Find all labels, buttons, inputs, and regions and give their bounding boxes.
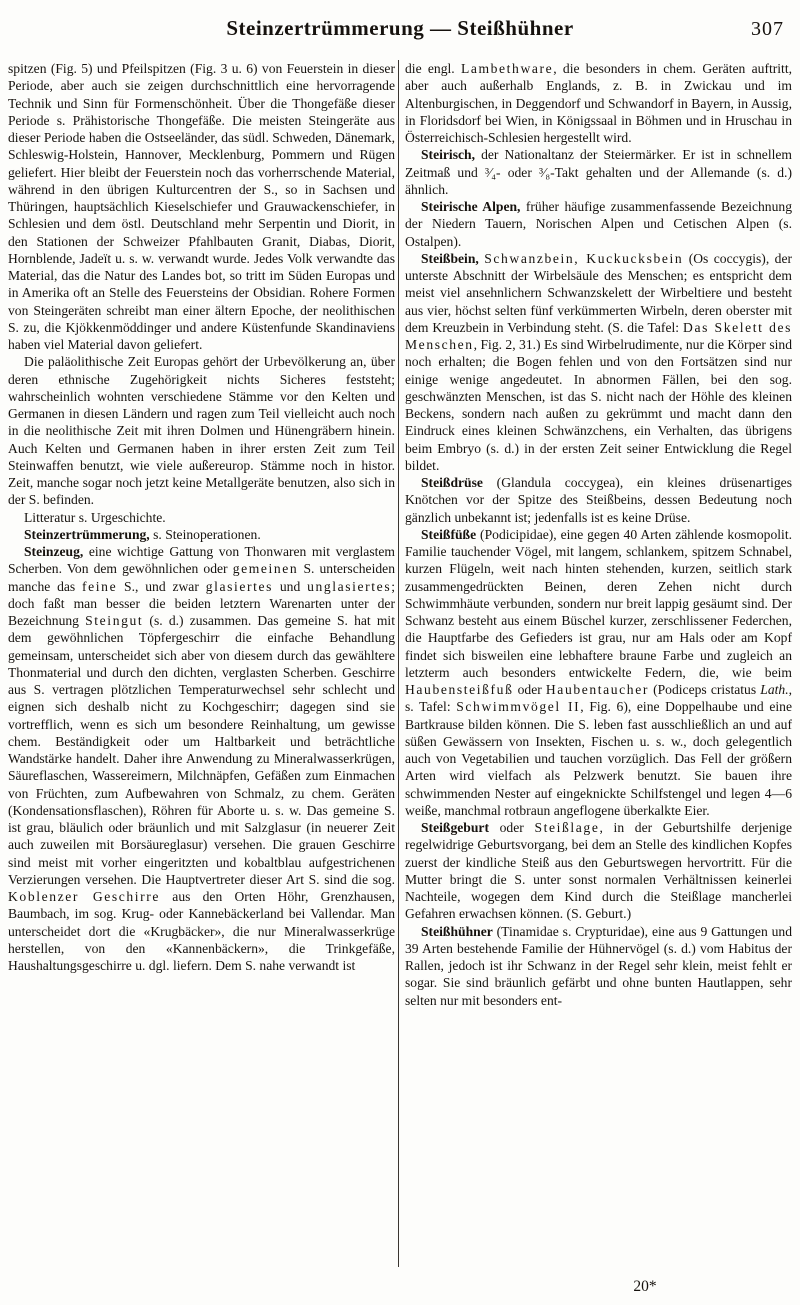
text-segment: , s. Tafel:: [405, 682, 792, 715]
text-segment: und: [273, 578, 308, 594]
text-segment: Die paläolithische Zeit Europas gehört der Urbevölkerung an, über deren ethnische Zugehörigkeit nichts Sicheres feststeht; wahrscheinlich wohnten verschiedene Stämme vor den Kelten und Germanen in diesen Ländern und ragen zum Teil vielleicht auch noch in die neolithische Zeit mit ihren Dolmen und Hünengräbern hinein. Auch Kelten und Germanen haben in ihrer ersten Zeit zum Teil Steinwaffen benutzt, wie viele außereurop. Stämme noch in histor. Zeit, manche sogar noch jetzt keine Metallgeräte benutzen, also sich in der S. befinden.: [8, 354, 395, 508]
text-segment: s. Steinoperationen.: [149, 526, 261, 542]
paragraph: [8, 509, 395, 526]
text-segment: S. unterscheiden manche das: [8, 561, 395, 594]
text-segment: glasiertes: [205, 578, 274, 594]
paragraph: [8, 543, 395, 974]
text-segment: eine wichtige Gattung von Thonwaren mit verglastem Scherben. Von dem gewöhnlichen oder: [8, 544, 395, 577]
text-segment: Lambethware: [460, 61, 554, 76]
text-segment: Schwimmvögel II: [456, 699, 581, 715]
text-segment: oder: [513, 682, 546, 697]
text-segment: (Podiceps cristatus: [648, 682, 761, 697]
text-segment: (Podicipidae), eine gegen 40 Arten zählende kosmopolit. Familie tauchender Vögel, mit langem, schlankem, spitzem Schnabel, kurzen Flügeln, weit nach hinten stehenden, kurzen, seitlich stark zusammengedrückten Beinen, deren Zehen nicht durch Schwimmhäute verbunden, sondern nur breit lappig gesäumt sind. Der Schwanz besteht aus einem Büschel kurzer, zerschlissener Federchen, die Hauptfarbe des Gefieders ist grau, nur am Hals oder am Kopf findet sich bisweilen eine lebhaftere braune Farbe und zugleich an letzterm auch besonders entwickelte Federn, die, wie beim: [405, 526, 792, 680]
text-segment: oder: [488, 820, 535, 835]
paragraph: [405, 60, 792, 146]
text-segment: Das Skelett des Menschen: [405, 319, 792, 352]
paragraph: [405, 250, 792, 474]
text-segment: (s. d.) zusammen. Das gemeine S. hat mit dem gewöhnlichen Töpfergeschirr die einfache Behandlung gemeinsam, unterscheidet sich aber von diesem durch das gewähltere Thonmaterial und durch den dichten, verglasten Scherben. Geschirre aus S. vertragen plötzlichen Temperaturwechsel sehr schlecht und eignen sich deshalb nicht zu Kochgeschirr; dagegen sind sie vortrefflich, wenn es sich um besondere Reinhaltung, um gewisse chem. Beständigkeit oder um Haltbarkeit und beträchtliche Wandstärke handelt. Daher ihre Anwendung zu Mineralwasserkrügen, Säureflaschen, Wassereimern, Milchnäpfen, Gefäßen zum Einmachen von Früchten, zum Aufbewahren von Schmalz, zu chem. Geräten (Kondensationsflaschen), Röhren für Aborte u. s. w. Das gemeine S. ist grau, bläulich oder bräunlich und mit Salzglasur (in neuerer Zeit auch zuweilen mit Borsäureglasur) versehen. Die grauen Geschirre sind meist mit vorher eingeritzten und kobaltblau aufgestrichenen Verzierungen versehen. Die Hauptvertreter dieser Art S. sind die sog.: [8, 613, 395, 887]
entry-headword: Steißgeburt: [421, 820, 489, 835]
text-segment: , Fig. 2, 31.) Es sind Wirbelrudimente, nur die Körper sind noch erhalten; die Bogen fehlen und von den Fortsätzen sind nur einige wenige angedeutet. In abnormen Fällen, bei den sog. geschwänzten Menschen, ist das S. nicht nach der Höhle des kleinen Beckens, sondern nach außen zu gekrümmt und macht dann den Eindruck eines kleinen Schwänzchens, ein Verhalten, das übrigens beim Embryo (s. d.) in der ersten Zeit seiner Entwicklung die Regel bildet.: [405, 337, 792, 473]
signature-mark: 20*: [633, 1278, 657, 1295]
entry-headword: Steißfüße: [421, 526, 477, 542]
paragraph: [8, 353, 395, 508]
paragraph: [405, 819, 792, 923]
paragraph: [405, 146, 792, 198]
text-segment: Haubentaucher: [545, 682, 649, 697]
paragraph: [8, 60, 395, 353]
entry-headword: Steirisch,: [421, 147, 475, 163]
text-segment: S., und zwar: [117, 578, 206, 594]
text-segment: früher häufige zusammenfassende Bezeichnung der Niedern Tauern, Norischen Alpen und Cetischen Alpen (s. Ostalpen).: [405, 199, 792, 249]
text-columns: [8, 60, 792, 1272]
text-segment: (Glandula coccygea), ein kleines drüsenartiges Knötchen vor der Spitze des Steißbeins, dessen Bedeutung noch gänzlich unbekannt ist; jedenfalls ist es keine Drüse.: [405, 475, 792, 525]
entry-headword: Steißbein,: [421, 250, 479, 266]
paragraph: [405, 474, 792, 526]
text-segment: , die besonders in chem. Geräten auftritt, aber auch außerhalb Englands, z. B. in Zwickau und im Altenburgischen, in Deggendorf und Schwandorf in Bayern, in Aussig, in Floridsdorf bei Wien, in Königssaal in Böhmen und in Hruschau in Österreichisch-Schlesien hergestellt wird.: [405, 61, 792, 145]
text-segment: (Tinamidae s. Crypturidae), eine aus 9 Gattungen und 39 Arten bestehende Familie der Hühnervögel (s. d.) vom Habitus der Rallen, jedoch ist ihr Schwanz in der Regel sehr klein, meist fehlt er sogar. Sie sind bräunlich gefärbt und ohne bunten Hautlappen, sehr selten nur mit besonders ent-: [405, 923, 792, 1008]
text-segment: Haubensteißfuß: [405, 682, 514, 697]
text-segment: Litteratur s. Urgeschichte.: [24, 509, 166, 525]
text-segment: , in der Geburtshilfe derjenige regelwidrige Geburtsvorgang, bei dem an Stelle des kindlichen Kopfes zuerst der kindliche Steiß aus den Geburtswegen hervortritt. Für die Mutter bringt die S. unter sonst normalen Verhältnissen keinerlei Nachteile, wogegen dem Kind durch die Steißlage mancherlei Gefahren erwachsen können. (S. Geburt.): [405, 820, 792, 922]
paragraph: [405, 198, 792, 250]
text-segment: Steingut: [85, 613, 144, 628]
entry-headword: Steinzertrümmerung,: [24, 526, 150, 542]
text-segment: Lath.: [760, 682, 789, 697]
column-divider-rule: [398, 60, 399, 1267]
paragraph: [405, 526, 792, 819]
paragraph: [405, 923, 792, 1009]
text-segment: feine: [82, 578, 118, 594]
running-head: Steinzertrümmerung — Steißhühner: [226, 16, 574, 40]
entry-headword: Steirische Alpen,: [421, 199, 521, 214]
text-segment: Schwanzbein, Kuckucksbein: [484, 250, 684, 266]
entry-headword: Steinzeug,: [24, 544, 84, 559]
text-segment: unglasiertes: [307, 578, 392, 594]
text-segment: (Os coccygis), der unterste Abschnitt der Wirbelsäule des Menschen; es entspricht dem meist viel ansehnlichern Schwanzskelett der Wirbeltiere und besteht aus vier, höchst selten fünf verkümmerten Wirbeln, deren oberster mit dem Kreuzbein in Verbindung steht. (S. die Tafel:: [405, 250, 792, 335]
text-segment: Koblenzer Geschirre: [8, 889, 161, 904]
text-segment: Steißlage: [534, 820, 600, 835]
text-segment: , Fig. 6), eine Doppelhaube und eine Bartkrause bilden können. Die S. leben fast ausschließlich an und auf süßen Gewässern von Insekten, Fischen u. s. w., doch gelegentlich auch von Vegetabilien und tauchen vorzüglich. Das Fell der größern Arten wird vielfach als Pelzwerk benutzt. Sie bauen ihre schwimmenden Nester auf eingeknickte Schilfstengel und legen 4—6 weiße, manchmal rotbraun angeflogene überkalkte Eier.: [405, 699, 792, 818]
text-segment: aus den Orten Höhr, Grenzhausen, Baumbach, im sog. Krug- oder Kannebäckerland bei Vallendar. Man unterscheidet dort die «Krugbäcker», die nur Mineralwasserkrüge herstellen, von den «Kannenbäckern», die Trinkgefäße, Haushaltungsgeschirre u. dgl. liefern. Dem S. nahe verwandt ist: [8, 889, 395, 973]
page-number: 307: [751, 18, 784, 40]
left-column: [8, 60, 395, 1272]
paragraph: [8, 526, 395, 543]
text-segment: ; doch faßt man besser die beiden letztern Warenarten unter der Bezeichnung: [8, 578, 395, 628]
entry-headword: Steißhühner: [421, 923, 493, 939]
text-segment: spitzen (Fig. 5) und Pfeilspitzen (Fig. 3 u. 6) von Feuerstein in dieser Periode, aber auch sie zeigen durchschnittlich eine hervorragende Technik und Sinn für Formenschönheit. Über die Thongefäße dieser Periode s. Prähistorische Thongefäße. Die meisten Steingeräte aus dieser Periode haben die Ostseeländer, das südl. Schweden, Dänemark, Schleswig-Holstein, Hannover, Mecklenburg, Pommern und Rügen geliefert. Hier bleibt der Feuerstein noch das vorherrschende Material, während in den übrigen Kulturcentren der S., so in Sachsen und Thüringen, hauptsächlich Kieselschiefer und Grauwackenschiefer, in Schlesien und dem östl. Deutschland mehr Serpentin und Diorit, in den Stationen der Schweizer Pfahlbauten Granit, Diabas, Diorit, Hornblende, Jadeït u. s. w. verwandt wurde. Jedes Volk verwandte das Material, das die Natur des Landes bot, so tritt im Süden Europas und in Amerika oft an Stelle des Feuersteins der Obsidian. Rohere Formen von Steingeräten schreibt man einer ältern Epoche, der neolithischen S. zu, die Kjökkenmöddinger und andere Küstenfunde Skandinaviens haben viel Material davon geliefert.: [8, 61, 395, 352]
text-segment: gemeinen: [232, 561, 299, 577]
text-segment: die engl.: [405, 61, 461, 76]
right-column: [405, 60, 792, 1272]
entry-headword: Steißdrüse: [421, 475, 483, 490]
text-segment: der Nationaltanz der Steiermärker. Er ist in schnellem Zeitmaß und ³⁄₄- oder ³⁄₈-Takt gehalten und der Allemande (s. d.) ähnlich.: [405, 147, 792, 197]
